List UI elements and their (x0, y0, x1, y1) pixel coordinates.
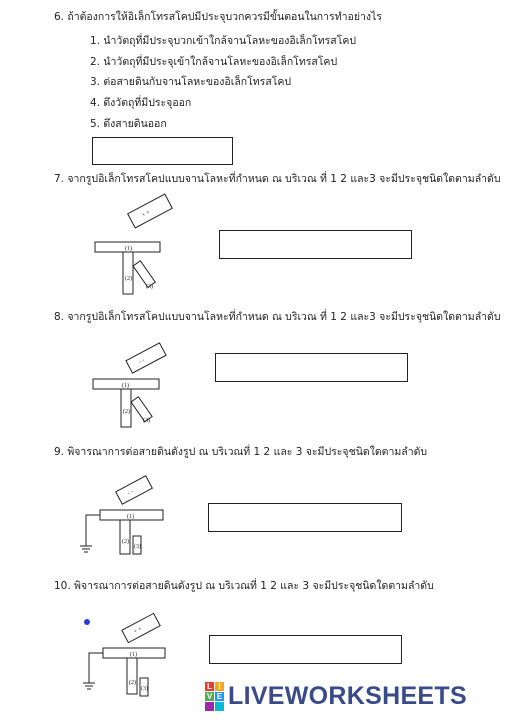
grounded-electroscope-figure-q9 (74, 468, 184, 558)
svg-text:- -: - - (126, 488, 135, 497)
moving-leaf-label: (3) (146, 284, 153, 290)
ground-symbol (80, 546, 92, 552)
electroscope-figure-q8 (85, 335, 195, 430)
question-8-text: 8. จากรูปอิเล็กโทรสโคปแบบจานโลหะที่กำหนด ณ บริเวณ ที่ 1 2 และ3 จะมีประจุชนิดใดตามลำดับ (54, 311, 501, 323)
fixed-leaf-label: (2) (122, 539, 129, 545)
charged-rod (126, 343, 166, 373)
fixed-leaf (123, 252, 133, 294)
fixed-leaf-label: (2) (123, 409, 130, 415)
charged-rod (128, 194, 173, 228)
logo-letter-l: L (205, 682, 214, 691)
q6-step-3: 3. ต่อสายดินกับจานโลหะของอิเล็กโทรสโคป (90, 76, 292, 88)
charged-rod (116, 476, 153, 504)
q6-step-5: 5. ดึงสายดินออก (90, 118, 167, 130)
logo-letter-i: I (215, 682, 224, 691)
q10-answer-input[interactable] (209, 635, 402, 664)
grounded-electroscope-figure-q10 (80, 608, 190, 700)
question-9-text: 9. พิจารณาการต่อสายดินดังรูป ณ บริเวณที่ 1 2 และ 3 จะมีประจุชนิดใดตามลำดับ (54, 446, 428, 458)
fixed-leaf (127, 658, 137, 694)
q6-step-2: 2. นำวัตถุที่มีประจุเข้าใกล้จานโลหะของอิเล็กโทรสโคป (90, 56, 338, 68)
q7-answer-input[interactable] (219, 230, 412, 259)
svg-text:- -: - - (137, 357, 146, 366)
svg-text:+ +: + + (132, 626, 144, 636)
logo-block-5 (205, 702, 214, 711)
plate-label: (1) (122, 383, 129, 389)
moving-leaf-label: (3) (141, 686, 148, 692)
liveworksheets-logo-icon (205, 682, 224, 711)
q8-answer-input[interactable] (215, 353, 408, 382)
logo-letter-v: V (206, 691, 213, 701)
q9-answer-input[interactable] (208, 503, 402, 532)
logo-block-6 (215, 702, 224, 711)
moving-leaf-label: (3) (143, 418, 150, 424)
question-6-text: 6. ถ้าต้องการให้อิเล็กโทรสโคปมีประจุบวกควรมีขั้นตอนในการทำอย่างไร (54, 11, 382, 23)
question-10-text: 10. พิจารณาการต่อสายดินดังรูป ณ บริเวณที่ 1 2 และ 3 จะมีประจุชนิดใดตามลำดับ (54, 580, 434, 592)
q6-step-1: 1. นำวัตถุที่มีประจุบวกเข้าใกล้จานโลหะของอิเล็กโทรสโคป (90, 35, 357, 47)
liveworksheets-logo[interactable] (205, 682, 467, 710)
logo-wordmark: LIVEWORKSHEETS (228, 681, 467, 710)
fixed-leaf (120, 520, 130, 554)
moving-leaf-label: (3) (134, 544, 141, 550)
q6-step-4: 4. ดึงวัตถุที่มีประจุออก (90, 97, 192, 109)
svg-text:+ +: + + (141, 209, 152, 219)
charged-rod (122, 613, 160, 642)
q6-answer-input[interactable] (92, 137, 233, 165)
question-7-text: 7. จากรูปอิเล็กโทรสโคปแบบจานโลหะที่กำหนด ณ บริเวณ ที่ 1 2 และ3 จะมีประจุชนิดใดตามลำดับ (54, 173, 501, 185)
plate-label: (1) (125, 246, 132, 252)
ground-symbol (83, 683, 95, 689)
ground-wire (89, 653, 103, 683)
fixed-leaf-label: (2) (125, 276, 132, 282)
ground-wire (86, 515, 100, 546)
electroscope-figure-q7 (85, 188, 195, 300)
logo-letter-e: E (216, 691, 223, 701)
plate-label: (1) (127, 514, 134, 520)
fixed-leaf-label: (2) (129, 680, 136, 686)
fixed-leaf (121, 389, 131, 427)
plate-label: (1) (130, 652, 137, 658)
